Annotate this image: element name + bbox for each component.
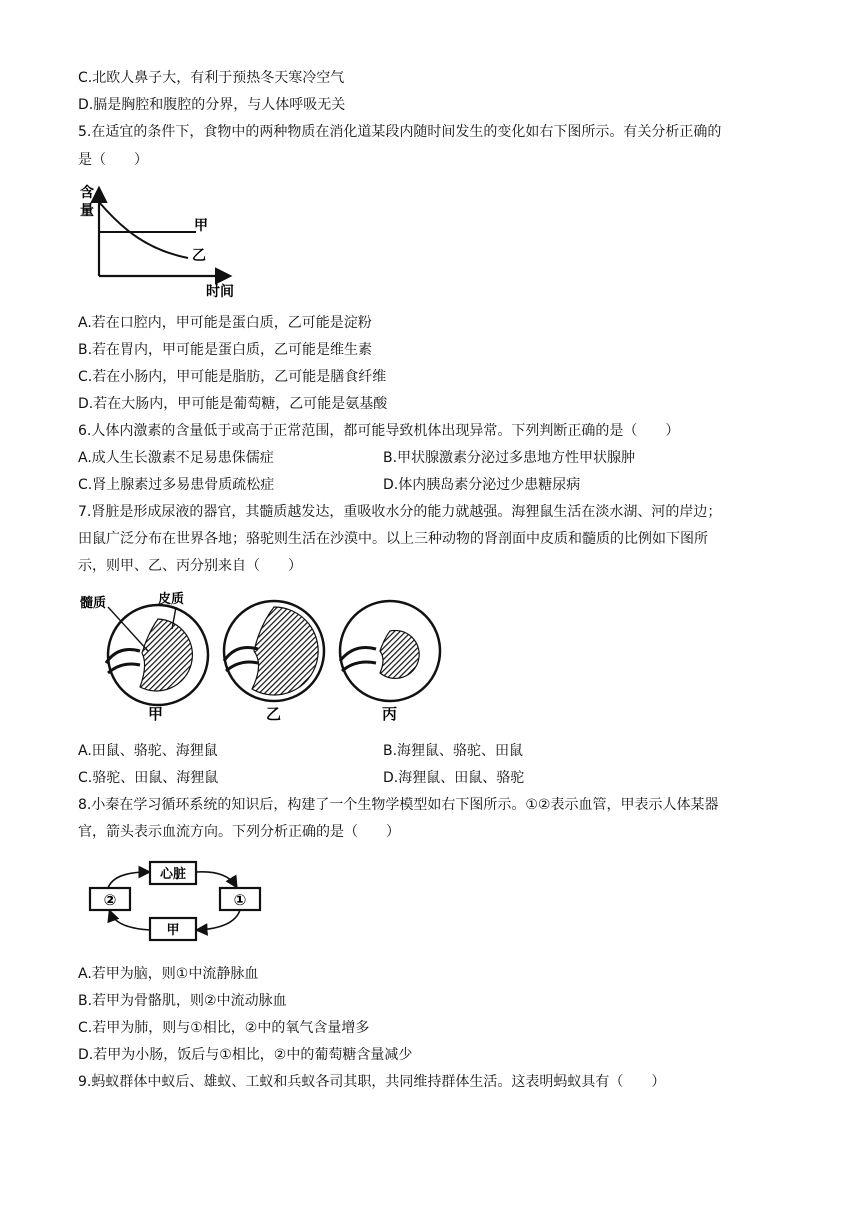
q4-option-c: C.北欧人鼻子大，有利于预热冬天寒冷空气 <box>78 70 345 86</box>
q5-graph <box>78 180 238 300</box>
q8-stem-line1: 8.小秦在学习循环系统的知识后，构建了一个生物学模型如右下图所示。①②表示血管，甲表示人体某器 <box>78 797 719 813</box>
q5-option-d: D.若在大肠内，甲可能是葡萄糖，乙可能是氨基酸 <box>78 396 388 412</box>
q5-curve-b-label: 乙 <box>192 248 206 264</box>
q6-option-d: D.体内胰岛素分泌过少患糖尿病 <box>383 477 581 493</box>
q8-option-c: C.若甲为肺，则与①相比，②中的氧气含量增多 <box>78 1020 370 1036</box>
kidney-c <box>340 601 440 701</box>
q7-option-a: A.田鼠、骆驼、海狸鼠 <box>78 743 218 759</box>
q7-kidney-figure <box>78 585 458 725</box>
heart-label: 心脏 <box>159 867 187 882</box>
q7-stem-line3: 示，则甲、乙、丙分别来自（ ） <box>78 558 302 574</box>
q7-option-d: D.海狸鼠、田鼠、骆驼 <box>383 770 525 786</box>
q6-stem: 6.人体内激素的含量低于或高于正常范围，都可能导致机体出现异常。下列判断正确的是（ ） <box>78 423 680 439</box>
q7-option-c: C.骆驼、田鼠、海狸鼠 <box>78 770 219 786</box>
q5-curve-a-label: 甲 <box>194 218 208 234</box>
q5-option-a: A.若在口腔内，甲可能是蛋白质，乙可能是淀粉 <box>78 315 372 331</box>
q5-curve-b <box>99 202 188 258</box>
q8-option-d: D.若甲为小肠，饭后与①相比，②中的葡萄糖含量减少 <box>78 1047 413 1063</box>
q4-option-d: D.膈是胸腔和腹腔的分界，与人体呼吸无关 <box>78 97 346 113</box>
q5-stem-line1: 5.在适宜的条件下，食物中的两种物质在消化道某段内随时间发生的变化如右下图所示。有关分析正确的 <box>78 124 722 140</box>
q9-stem: 9.蚂蚁群体中蚁后、雄蚁、工蚁和兵蚁各司其职，共同维持群体生活。这表明蚂蚁具有（ ） <box>78 1074 666 1090</box>
kidney-a-label: 甲 <box>148 705 164 723</box>
q8-stem-line2: 官，箭头表示血流方向。下列分析正确的是（ ） <box>78 824 400 840</box>
kidney-b <box>224 601 324 701</box>
q8-option-a: A.若甲为脑，则①中流静脉血 <box>78 966 259 982</box>
kidney-b-label: 乙 <box>266 705 282 723</box>
organ-label: 甲 <box>166 923 180 938</box>
vessel-1-label: ① <box>233 891 247 909</box>
kidney-c-label: 丙 <box>382 705 398 723</box>
q5-x-label: 时间 <box>206 284 234 300</box>
q5-stem-line2: 是（ ） <box>78 152 148 168</box>
q7-stem-line2: 田鼠广泛分布在世界各地；骆驼则生活在沙漠中。以上三种动物的肾剖面中皮质和髓质的比例如下图所 <box>78 531 708 547</box>
q5-option-c: C.若在小肠内，甲可能是脂肪，乙可能是膳食纤维 <box>78 369 387 385</box>
q6-option-c: C.肾上腺素过多易患骨质疏松症 <box>78 477 275 493</box>
q6-option-a: A.成人生长激素不足易患侏儒症 <box>78 450 274 466</box>
q5-y-label-2: 量 <box>80 203 94 219</box>
kidney-a <box>106 605 208 705</box>
vessel-2-label: ② <box>103 891 117 909</box>
label-medulla: 髓质 <box>80 596 107 611</box>
q7-stem-line1: 7.肾脏是形成尿液的器官，其髓质越发达，重吸收水分的能力就越强。海狸鼠生活在淡水湖、河的岸边； <box>78 504 722 520</box>
q5-y-label-1: 含 <box>80 185 94 201</box>
q8-circulation-model <box>78 852 278 952</box>
q7-option-b: B.海狸鼠、骆驼、田鼠 <box>383 743 524 759</box>
q5-option-b: B.若在胃内，甲可能是蛋白质，乙可能是维生素 <box>78 342 373 358</box>
q8-option-b: B.若甲为骨骼肌，则②中流动脉血 <box>78 993 287 1009</box>
label-cortex: 皮质 <box>158 592 185 607</box>
q6-option-b: B.甲状腺激素分泌过多患地方性甲状腺肿 <box>383 450 636 466</box>
